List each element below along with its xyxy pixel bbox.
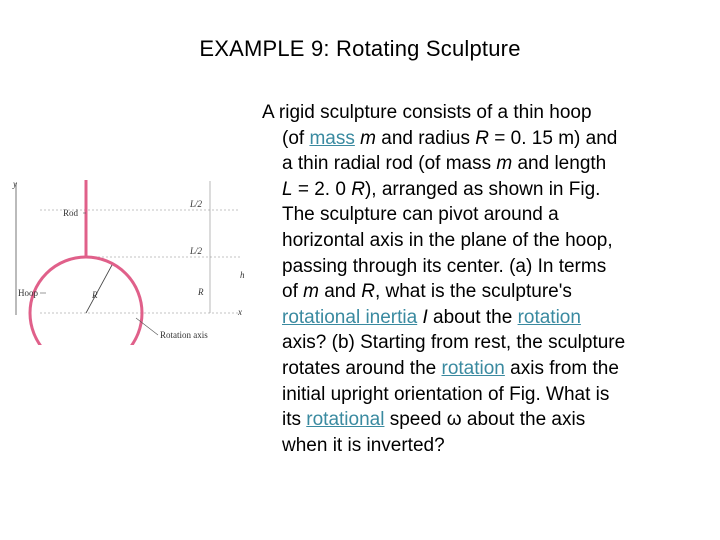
- rotation-axis-label: Rotation axis: [160, 330, 208, 340]
- slide-title: EXAMPLE 9: Rotating Sculpture: [199, 36, 521, 61]
- hoop: [30, 257, 142, 345]
- rod-label: Rod: [63, 208, 79, 218]
- text-line-2: (of mass m and radius R = 0. 15 m) and: [282, 127, 618, 149]
- text-line-3: a thin radial rod (of mass m and length: [282, 153, 607, 175]
- rotational-link[interactable]: rotational: [306, 409, 385, 431]
- text-line-11: rotates around the rotation axis from the: [282, 357, 619, 379]
- radius-line: [86, 265, 112, 313]
- text-line-14: when it is inverted?: [282, 434, 445, 456]
- hoop-label: Hoop: [18, 288, 38, 298]
- rotation-link-1[interactable]: rotation: [517, 306, 581, 328]
- y-axis-label: y: [13, 179, 17, 189]
- text-line-9: rotational inertia I about the rotation: [282, 306, 581, 328]
- text-line-1: A rigid sculpture consists of a thin hoop: [262, 102, 592, 123]
- dim-l-half-top: L/2: [190, 199, 203, 209]
- sculpture-figure: [0, 175, 260, 345]
- problem-text: [262, 100, 712, 458]
- text-line-5: The sculpture can pivot around a: [282, 204, 559, 226]
- dim-h: h: [240, 270, 245, 280]
- radius-label: R: [92, 290, 98, 300]
- text-line-10: axis? (b) Starting from rest, the sculpture: [282, 332, 626, 354]
- rotational-inertia-link[interactable]: rotational inertia: [282, 306, 418, 328]
- mass-link[interactable]: mass: [309, 127, 355, 149]
- text-line-12: initial upright orientation of Fig. What is: [282, 383, 610, 405]
- text-line-8: of m and R, what is the sculpture's: [282, 281, 572, 303]
- rotation-link-2[interactable]: rotation: [441, 357, 505, 379]
- dim-r: R: [198, 287, 204, 297]
- text-line-6: horizontal axis in the plane of the hoop,: [282, 229, 613, 251]
- dim-l-half-bottom: L/2: [190, 246, 203, 256]
- x-axis-label: x: [238, 307, 242, 317]
- text-line-13: its rotational speed ω about the axis: [282, 409, 586, 431]
- text-line-7: passing through its center. (a) In terms: [282, 255, 607, 277]
- text-line-4: L = 2. 0 R), arranged as shown in Fig.: [282, 178, 601, 200]
